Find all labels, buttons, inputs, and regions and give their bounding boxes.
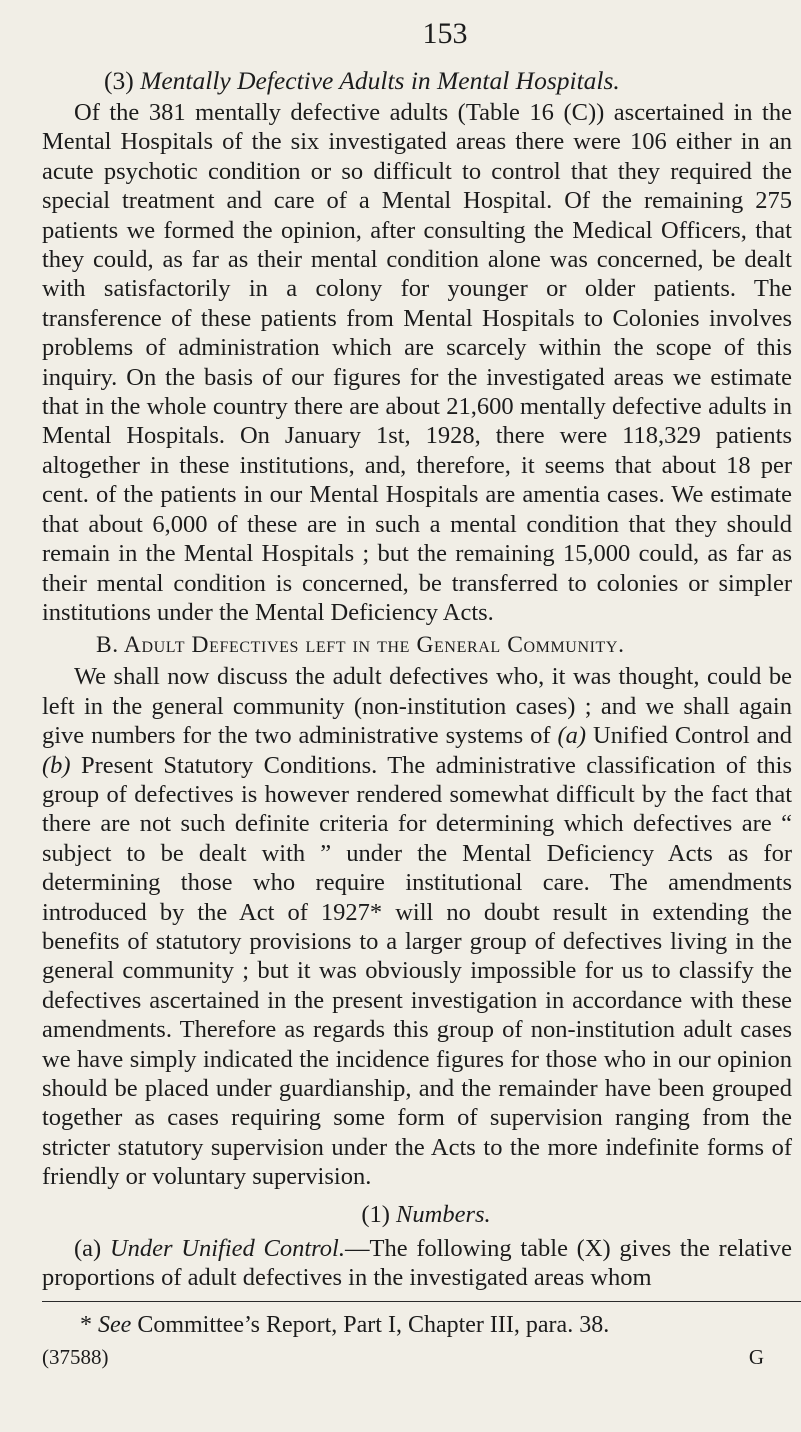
paragraph-mental-hospitals: Of the 381 mentally defective adults (Table 16 (C)) ascertained in the Mental Hospitals of the six investigated areas there were 106 either in an acute psychotic condition or so difficult to control that they required the special treatment and care of a Mental Hospital. Of the remaining 275 patients we formed the opinion, after consulting the Medical Officers, that they could, as far as their mental condition alone was concerned, be dealt with satisfactorily in a colony for younger or older patients. The transference of these patients from Mental Hospitals to Colonies involves problems of administration which are scarcely within the scope of this inquiry. On the basis of our figures for the investigated areas we estimate that in the whole country there are about 21,600 mentally defective adults in Mental Hospitals. On January 1st, 1928, there were 118,329 patients altogether in these institutions, and, therefore, it seems that about 18 per cent. of the patients in our Mental Hospitals are amentia cases. We estimate that about 6,000 of these are in such a mental condition that they should remain in the Mental Hospitals ; but the remaining 15,000 could, as far as their mental condition is concerned, be transferred to colonies or simpler institutions under the Mental Deficiency Acts. <box>42 99 792 626</box>
signature-letter: G <box>748 1345 764 1370</box>
footnote-text: Committee’s Report, Part I, Chapter III, para. 38. <box>131 1312 610 1339</box>
section-b-heading: B. Adult Defectives left in the General Community. <box>96 632 625 659</box>
section-3-number: (3) <box>104 66 134 95</box>
footnote-italic: See <box>98 1312 132 1339</box>
paragraph-general-community <box>42 662 792 1191</box>
section-3-title: Mentally Defective Adults in Mental Hospitals. <box>140 66 620 95</box>
para3-text: —The following table (X) gives the relative proportions of adult defectives in the investigated areas whom <box>42 1234 793 1292</box>
para2-part1: We shall now discuss the adult defectives who, it was thought, could be left in the general community (non-institution cases) ; and we shall again give numbers for the two administrative systems of <box>42 663 792 750</box>
paragraph-unified-control <box>42 1234 792 1293</box>
section-3-heading <box>42 64 792 98</box>
para3-label: (a) <box>74 1234 102 1262</box>
footnote-marker: * <box>80 1312 98 1339</box>
para2-part3: Present Statutory Conditions. The administrative classification of this group of defectives is however rendered somewhat difficult by the fact that there are not such definite criteria for determining which defectives are “ subject to be dealt with ” under the Mental Deficiency Acts as for determining those who require institutional care. The amendments introduced by the Act of 1927* will no doubt result in extending the benefits of statutory provisions to a larger group of defectives living in the general community ; but it was obviously impossible for us to classify the defectives ascertained in the present investigation in accordance with these amendments. Therefore as regards this group of non-institution adult cases we have simply indicated the incidence figures for those who in our opinion should be placed under guardianship, and the remainder have been grouped together as cases requiring some form of supervision ranging from the stricter statutory supervision under the Acts to the more indefinite forms of friendly or voluntary supervision. <box>42 751 792 1191</box>
subsection-1-title: Numbers. <box>396 1200 491 1228</box>
print-code: (37588) <box>42 1345 109 1370</box>
para2-b-label: (b) <box>42 751 71 779</box>
subsection-1-number: (1) <box>361 1200 390 1228</box>
footnote <box>42 1310 792 1340</box>
para2-a-label: (a) <box>557 722 587 750</box>
para3-italic: Under Unified Control. <box>109 1234 345 1262</box>
page-number: 153 <box>422 17 468 50</box>
footnote-divider <box>42 1301 801 1302</box>
document-page <box>42 0 792 1372</box>
printer-signature-row <box>42 1344 792 1372</box>
subsection-1-heading <box>42 1200 792 1230</box>
para2-part2: Unified Control and <box>586 722 793 750</box>
